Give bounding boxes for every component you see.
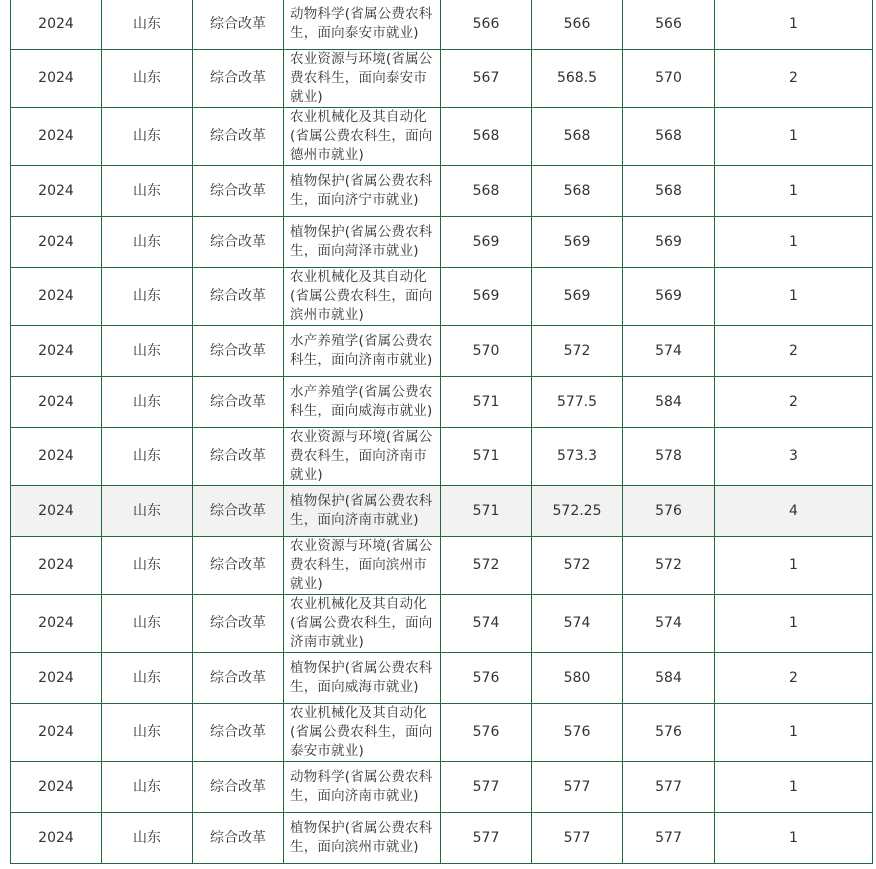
min-score-cell: 576 [441, 704, 532, 762]
major-cell: 农业机械化及其自动化(省属公费农科生，面向泰安市就业) [284, 704, 441, 762]
avg-score-cell: 569 [532, 268, 623, 326]
min-score-cell: 576 [441, 653, 532, 704]
year-cell: 2024 [11, 595, 102, 653]
province-cell: 山东 [102, 50, 193, 108]
table-row [11, 537, 873, 595]
admission-scores-table [10, 0, 873, 864]
avg-score-cell: 568 [532, 108, 623, 166]
province-cell: 山东 [102, 268, 193, 326]
province-cell: 山东 [102, 108, 193, 166]
table-row [11, 0, 873, 50]
max-score-cell: 568 [623, 166, 715, 217]
max-score-cell: 577 [623, 813, 715, 864]
count-cell: 1 [715, 268, 873, 326]
count-cell: 3 [715, 428, 873, 486]
province-cell: 山东 [102, 217, 193, 268]
table-row [11, 377, 873, 428]
avg-score-cell: 569 [532, 217, 623, 268]
min-score-cell: 569 [441, 268, 532, 326]
province-cell: 山东 [102, 537, 193, 595]
province-cell: 山东 [102, 326, 193, 377]
count-cell: 1 [715, 537, 873, 595]
count-cell: 1 [715, 595, 873, 653]
major-cell: 植物保护(省属公费农科生，面向济南市就业) [284, 486, 441, 537]
avg-score-cell: 577.5 [532, 377, 623, 428]
avg-score-cell: 572.25 [532, 486, 623, 537]
count-cell: 2 [715, 326, 873, 377]
major-cell: 动物科学(省属公费农科生，面向泰安市就业) [284, 0, 441, 50]
category-cell: 综合改革 [193, 762, 284, 813]
category-cell: 综合改革 [193, 268, 284, 326]
province-cell: 山东 [102, 166, 193, 217]
max-score-cell: 570 [623, 50, 715, 108]
avg-score-cell: 572 [532, 537, 623, 595]
category-cell: 综合改革 [193, 813, 284, 864]
table-row [11, 653, 873, 704]
table-row [11, 217, 873, 268]
year-cell: 2024 [11, 813, 102, 864]
count-cell: 1 [715, 762, 873, 813]
major-cell: 农业资源与环境(省属公费农科生，面向济南市就业) [284, 428, 441, 486]
count-cell: 4 [715, 486, 873, 537]
table-row [11, 268, 873, 326]
count-cell: 1 [715, 704, 873, 762]
max-score-cell: 584 [623, 377, 715, 428]
year-cell: 2024 [11, 326, 102, 377]
year-cell: 2024 [11, 166, 102, 217]
avg-score-cell: 576 [532, 704, 623, 762]
min-score-cell: 570 [441, 326, 532, 377]
min-score-cell: 567 [441, 50, 532, 108]
major-cell: 农业资源与环境(省属公费农科生，面向滨州市就业) [284, 537, 441, 595]
major-cell: 植物保护(省属公费农科生，面向菏泽市就业) [284, 217, 441, 268]
min-score-cell: 574 [441, 595, 532, 653]
max-score-cell: 584 [623, 653, 715, 704]
major-cell: 植物保护(省属公费农科生，面向济宁市就业) [284, 166, 441, 217]
max-score-cell: 576 [623, 486, 715, 537]
min-score-cell: 569 [441, 217, 532, 268]
major-cell: 水产养殖学(省属公费农科生，面向威海市就业) [284, 377, 441, 428]
max-score-cell: 574 [623, 326, 715, 377]
province-cell: 山东 [102, 486, 193, 537]
province-cell: 山东 [102, 653, 193, 704]
year-cell: 2024 [11, 486, 102, 537]
category-cell: 综合改革 [193, 537, 284, 595]
year-cell: 2024 [11, 762, 102, 813]
category-cell: 综合改革 [193, 50, 284, 108]
min-score-cell: 571 [441, 486, 532, 537]
avg-score-cell: 566 [532, 0, 623, 50]
max-score-cell: 566 [623, 0, 715, 50]
avg-score-cell: 573.3 [532, 428, 623, 486]
table-row [11, 704, 873, 762]
avg-score-cell: 577 [532, 762, 623, 813]
table-row [11, 486, 873, 537]
major-cell: 农业机械化及其自动化(省属公费农科生，面向滨州市就业) [284, 268, 441, 326]
major-cell: 农业机械化及其自动化(省属公费农科生，面向济南市就业) [284, 595, 441, 653]
category-cell: 综合改革 [193, 486, 284, 537]
min-score-cell: 571 [441, 377, 532, 428]
major-cell: 农业机械化及其自动化(省属公费农科生，面向德州市就业) [284, 108, 441, 166]
year-cell: 2024 [11, 217, 102, 268]
year-cell: 2024 [11, 428, 102, 486]
min-score-cell: 577 [441, 762, 532, 813]
count-cell: 1 [715, 217, 873, 268]
category-cell: 综合改革 [193, 377, 284, 428]
table-row [11, 762, 873, 813]
year-cell: 2024 [11, 377, 102, 428]
avg-score-cell: 568 [532, 166, 623, 217]
avg-score-cell: 572 [532, 326, 623, 377]
max-score-cell: 569 [623, 217, 715, 268]
max-score-cell: 574 [623, 595, 715, 653]
max-score-cell: 576 [623, 704, 715, 762]
max-score-cell: 572 [623, 537, 715, 595]
table-row [11, 813, 873, 864]
max-score-cell: 569 [623, 268, 715, 326]
major-cell: 植物保护(省属公费农科生，面向滨州市就业) [284, 813, 441, 864]
count-cell: 1 [715, 0, 873, 50]
max-score-cell: 577 [623, 762, 715, 813]
avg-score-cell: 568.5 [532, 50, 623, 108]
category-cell: 综合改革 [193, 0, 284, 50]
category-cell: 综合改革 [193, 108, 284, 166]
year-cell: 2024 [11, 537, 102, 595]
avg-score-cell: 574 [532, 595, 623, 653]
year-cell: 2024 [11, 0, 102, 50]
count-cell: 2 [715, 50, 873, 108]
max-score-cell: 578 [623, 428, 715, 486]
major-cell: 动物科学(省属公费农科生，面向济南市就业) [284, 762, 441, 813]
year-cell: 2024 [11, 108, 102, 166]
province-cell: 山东 [102, 428, 193, 486]
table-row [11, 108, 873, 166]
year-cell: 2024 [11, 268, 102, 326]
min-score-cell: 568 [441, 108, 532, 166]
major-cell: 水产养殖学(省属公费农科生，面向济南市就业) [284, 326, 441, 377]
table-row [11, 326, 873, 377]
min-score-cell: 571 [441, 428, 532, 486]
major-cell: 农业资源与环境(省属公费农科生，面向泰安市就业) [284, 50, 441, 108]
major-cell: 植物保护(省属公费农科生，面向威海市就业) [284, 653, 441, 704]
category-cell: 综合改革 [193, 653, 284, 704]
province-cell: 山东 [102, 595, 193, 653]
category-cell: 综合改革 [193, 326, 284, 377]
min-score-cell: 572 [441, 537, 532, 595]
category-cell: 综合改革 [193, 166, 284, 217]
province-cell: 山东 [102, 813, 193, 864]
province-cell: 山东 [102, 0, 193, 50]
year-cell: 2024 [11, 50, 102, 108]
avg-score-cell: 580 [532, 653, 623, 704]
count-cell: 2 [715, 377, 873, 428]
max-score-cell: 568 [623, 108, 715, 166]
min-score-cell: 568 [441, 166, 532, 217]
count-cell: 1 [715, 166, 873, 217]
table-row [11, 428, 873, 486]
avg-score-cell: 577 [532, 813, 623, 864]
province-cell: 山东 [102, 704, 193, 762]
category-cell: 综合改革 [193, 595, 284, 653]
category-cell: 综合改革 [193, 704, 284, 762]
year-cell: 2024 [11, 704, 102, 762]
count-cell: 1 [715, 813, 873, 864]
count-cell: 2 [715, 653, 873, 704]
year-cell: 2024 [11, 653, 102, 704]
category-cell: 综合改革 [193, 428, 284, 486]
province-cell: 山东 [102, 377, 193, 428]
category-cell: 综合改革 [193, 217, 284, 268]
min-score-cell: 577 [441, 813, 532, 864]
count-cell: 1 [715, 108, 873, 166]
province-cell: 山东 [102, 762, 193, 813]
min-score-cell: 566 [441, 0, 532, 50]
table-row [11, 50, 873, 108]
table-row [11, 166, 873, 217]
table-row [11, 595, 873, 653]
